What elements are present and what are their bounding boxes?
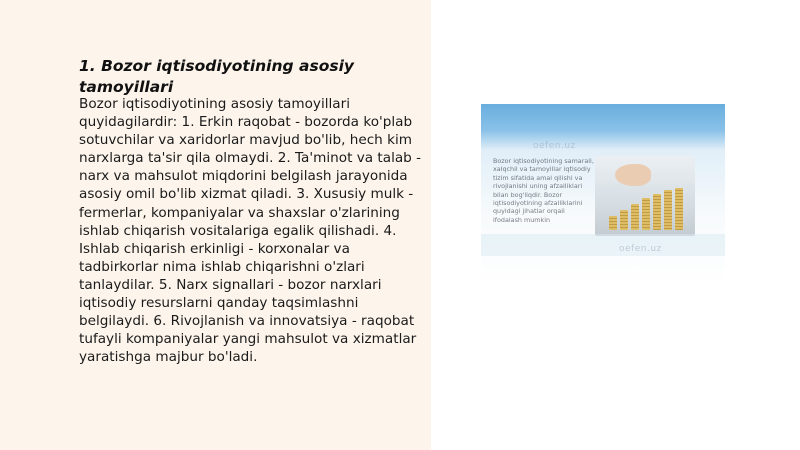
faded-slide-image <box>481 104 725 287</box>
figure-footer-band <box>481 234 725 256</box>
watermark-text: oefen.uz <box>533 141 576 151</box>
coin-stacks-icon <box>609 188 689 230</box>
money-photo <box>595 156 695 236</box>
figure-caption: Bozor iqtisodiyotining samarali, xalqchil va tamoyillar iqtisodiy tizim sifatida amal qilishi va rivojlanishi uning afzalliklari bilan bog'liqdir. Bozor iqtisodiyotining afzalliklarini quyidagi jihatlar orqali ifodalash mumkin <box>493 157 594 224</box>
slide-body-text: Bozor iqtisodiyotining asosiy tamoyillari quyidagilardir: 1. Erkin raqobat - bozorda ko'plab sotuvchilar va xaridorlar mavjud bo'lib, hech kim narxlarga ta'sir qila olmaydi. 2. Ta'minot va talab - narx va mahsulot miqdorini belgilash jarayonida asosiy omil bo'lib xizmat qiladi. 3. Xususiy mulk - fermerlar, kompaniyalar va shaxslar o'zlarining ishlab chiqarish vositalariga egalik qilishadi. 4. Ishlab chiqarish erkinligi - korxonalar va tadbirkorlar nima ishlab chiqarishni o'zlari tanlaydilar. 5. Narx signallari - bozor narxlari iqtisodiy resurslarni qanday taqsimlashni belgilaydi. 6. Rivojlanish va innovatsiya - raqobat tufayli kompaniyalar yangi mahsulot va xizmatlar yaratishga majbur bo'ladi. <box>79 96 422 366</box>
watermark-text: oefen.uz <box>619 244 662 254</box>
hand-icon <box>615 164 651 186</box>
slide-title: 1. Bozor iqtisodiyotining asosiy tamoyillari <box>79 57 354 96</box>
